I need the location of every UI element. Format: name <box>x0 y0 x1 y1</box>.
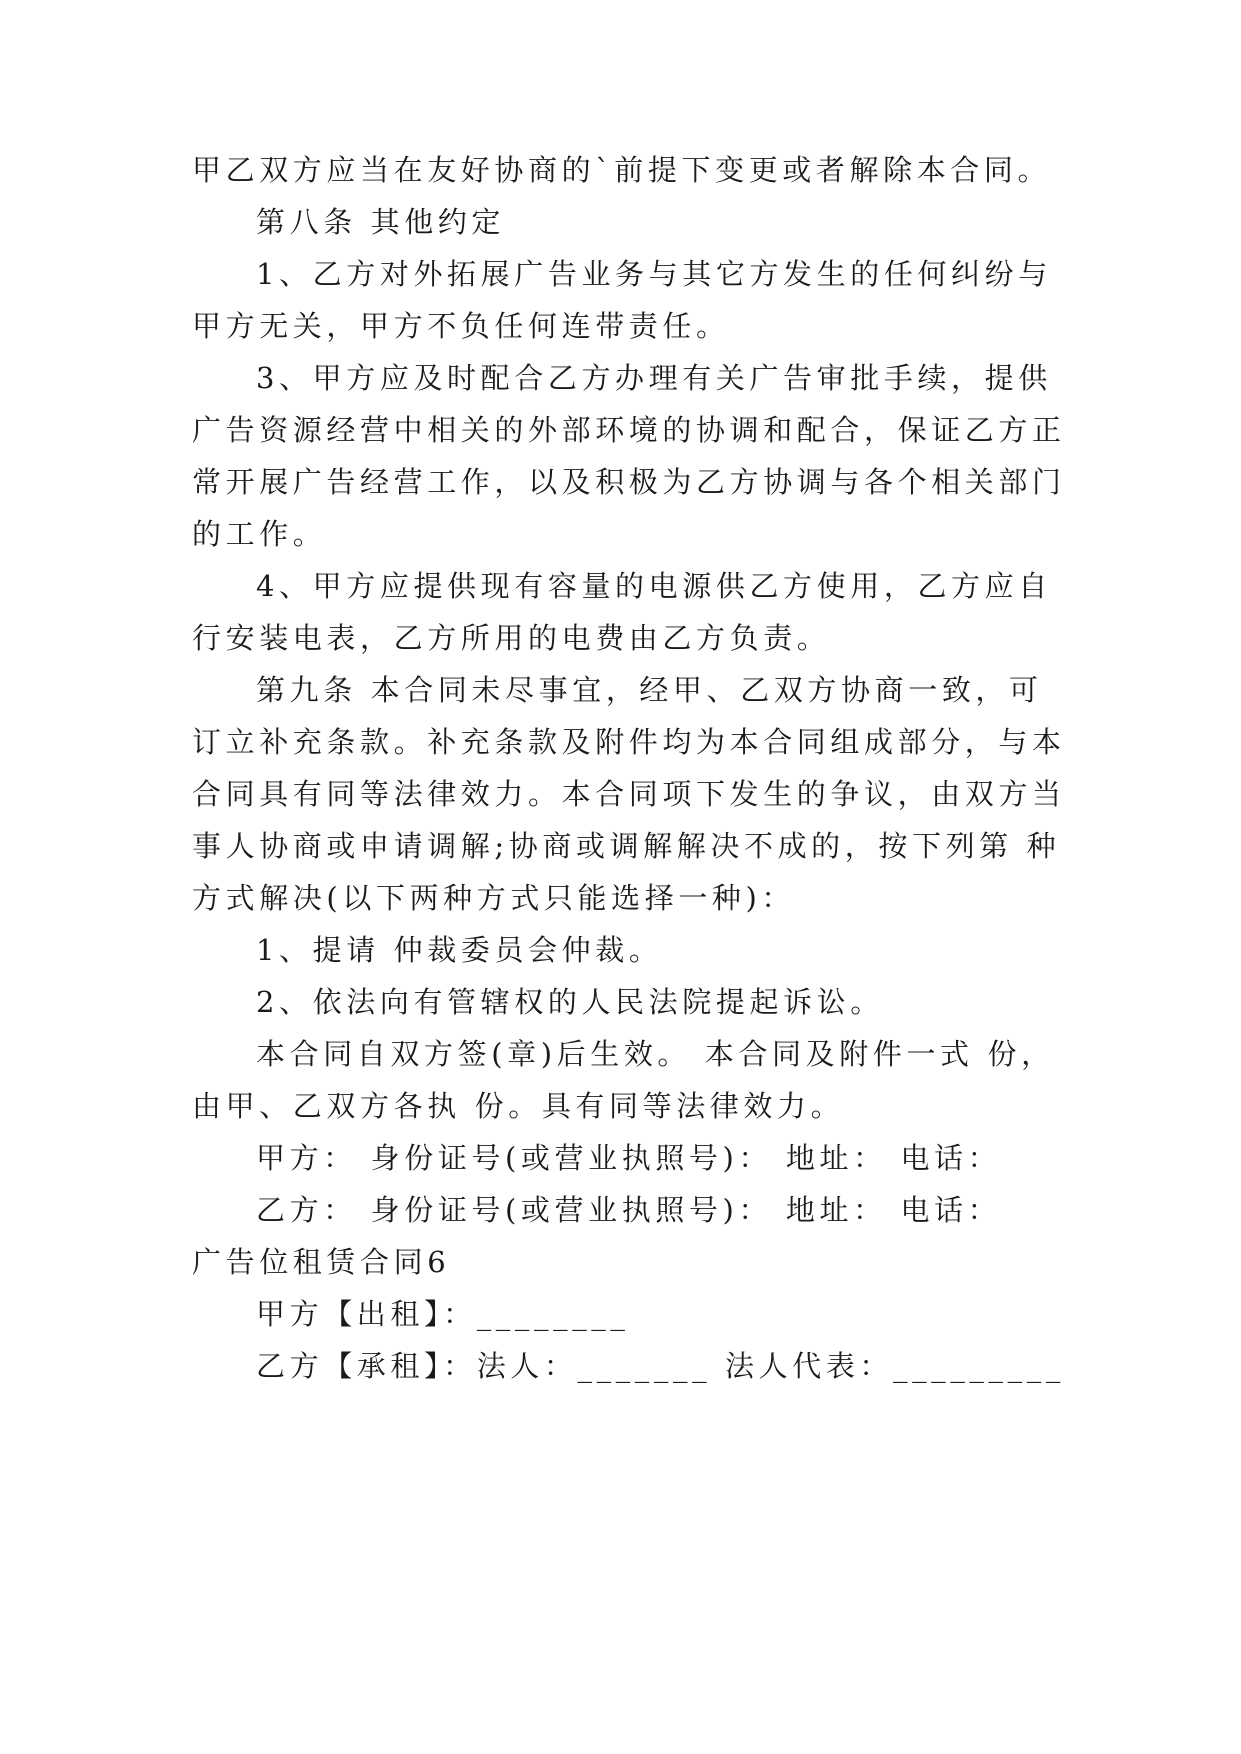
text-line: 1、提请 仲裁委员会仲裁。 <box>256 933 663 967</box>
text-line: 甲方无关，甲方不负任何连带责任。 <box>192 309 730 343</box>
contract-title: 广告位租赁合同6 <box>192 1245 451 1279</box>
section-heading: 第八条 其他约定 <box>256 205 506 239</box>
section-heading: 第九条 本合同未尽事宜，经甲、乙双方协商一致，可 <box>256 673 1043 707</box>
text-line: 甲乙双方应当在友好协商的`前提下变更或者解除本合同。 <box>192 153 1052 187</box>
text-line: 广告资源经营中相关的外部环境的协调和配合，保证乙方正 <box>192 413 1066 447</box>
signature-line-party-b: 乙方： 身份证号(或营业执照号)： 地址： 电话： <box>256 1193 1002 1227</box>
text-line: 的工作。 <box>192 517 327 551</box>
text-line: 2、依法向有管辖权的人民法院提起诉讼。 <box>256 985 884 1019</box>
text-line: 常开展广告经营工作，以及积极为乙方协调与各个相关部门 <box>192 465 1066 499</box>
signature-line-party-a: 甲方： 身份证号(或营业执照号)： 地址： 电话： <box>256 1141 1002 1175</box>
text-line: 事人协商或申请调解;协商或调解解决不成的，按下列第 种 <box>192 829 1061 863</box>
party-a-field: 甲方【出租】：________ <box>256 1297 630 1331</box>
text-line: 4、甲方应提供现有容量的电源供乙方使用，乙方应自 <box>256 569 1052 603</box>
text-line: 方式解决(以下两种方式只能选择一种)： <box>192 881 796 915</box>
party-b-field: 乙方【承租】：法人：_______ 法人代表：_________ <box>256 1349 1065 1383</box>
text-line: 订立补充条款。补充条款及附件均为本合同组成部分，与本 <box>192 725 1066 759</box>
text-line: 3、甲方应及时配合乙方办理有关广告审批手续，提供 <box>256 361 1052 395</box>
text-line: 由甲、乙双方各执 份。具有同等法律效力。 <box>192 1089 845 1123</box>
text-line: 本合同自双方签(章)后生效。 本合同及附件一式 份， <box>256 1037 1055 1071</box>
text-line: 1、乙方对外拓展广告业务与其它方发生的任何纠纷与 <box>256 257 1052 291</box>
text-line: 行安装电表，乙方所用的电费由乙方负责。 <box>192 621 831 655</box>
text-line: 合同具有同等法律效力。本合同项下发生的争议，由双方当 <box>192 777 1066 811</box>
